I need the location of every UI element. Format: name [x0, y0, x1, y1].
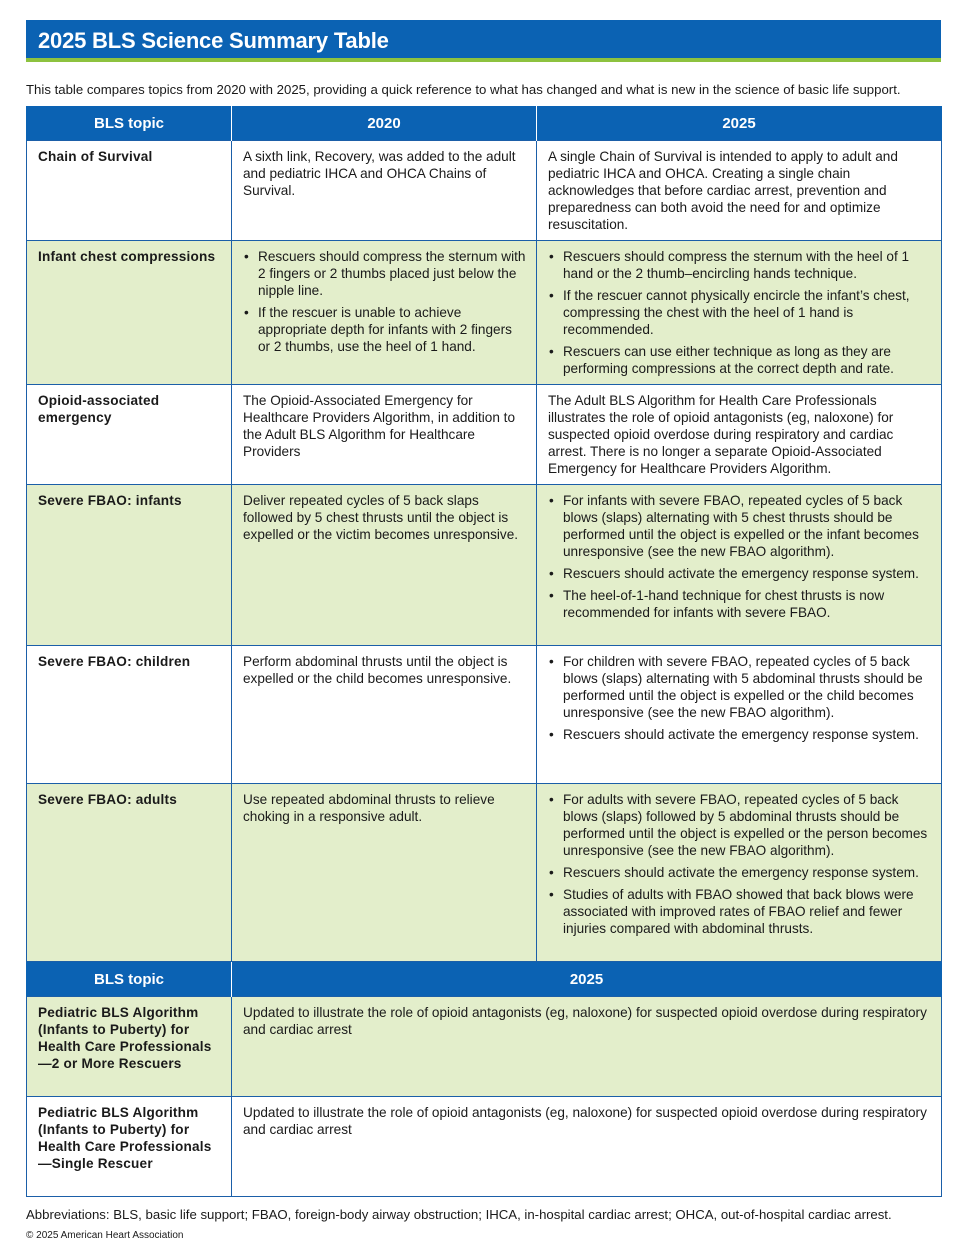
row-2025: A single Chain of Survival is intended to apply to adult and pediatric IHCA and OHCA. Creating a single chain acknowledges that before cardiac arrest, prevention and preparedness can both avoid the need for and optimize resuscitation. — [537, 141, 942, 241]
row-2025 — [537, 646, 942, 784]
list-item: • For infants with severe FBAO, repeated cycles of 5 back blows (slaps) alternating with 5 chest thrusts should be performed until the object is expelled or the infant becomes unresponsive (see the new FBAO algorithm). — [548, 492, 931, 560]
row-topic: Severe FBAO: infants — [27, 485, 232, 646]
table-row — [27, 997, 942, 1097]
table-row — [27, 385, 942, 485]
table-row — [27, 141, 942, 241]
row-topic: Severe FBAO: children — [27, 646, 232, 784]
row-2025 — [537, 241, 942, 385]
list-item: • For children with severe FBAO, repeated cycles of 5 back blows (slaps) alternating with 5 abdominal thrusts should be performed until the object is expelled or the child becomes unresponsive (see the new FBAO algorithm). — [548, 653, 931, 721]
row-topic: Infant chest compressions — [27, 241, 232, 385]
row-2025 — [537, 485, 942, 646]
row-2020: The Opioid-Associated Emergency for Healthcare Providers Algorithm, in addition to the Adult BLS Algorithm for Healthcare Providers — [232, 385, 537, 485]
table-row — [27, 646, 942, 784]
list-item: • Rescuers should activate the emergency response system. — [548, 726, 931, 743]
row-2020: Use repeated abdominal thrusts to relieve choking in a responsive adult. — [232, 784, 537, 962]
list-item: • Rescuers should activate the emergency response system. — [548, 565, 931, 582]
bullet-list — [243, 248, 526, 355]
page-title: 2025 BLS Science Summary Table — [38, 28, 389, 53]
bullet-list — [548, 653, 931, 743]
row-topic: Pediatric BLS Algorithm (Infants to Puberty) for Health Care Professionals—Single Rescuer — [27, 1097, 232, 1197]
list-item: • Rescuers should activate the emergency response system. — [548, 864, 931, 881]
intro-text: This table compares topics from 2020 with 2025, providing a quick reference to what has changed and what is new in the science of basic life support. — [26, 82, 901, 97]
summary-table — [26, 106, 942, 1197]
row-topic: Opioid-associated emergency — [27, 385, 232, 485]
list-item: • Rescuers should compress the sternum with 2 fingers or 2 thumbs placed just below the nipple line. — [243, 248, 526, 299]
row-topic: Pediatric BLS Algorithm (Infants to Puberty) for Health Care Professionals—2 or More Rescuers — [27, 997, 232, 1097]
subheader-2025: 2025 — [232, 962, 942, 997]
row-2025: Updated to illustrate the role of opioid antagonists (eg, naloxone) for suspected opioid overdose during respiratory and cardiac arrest — [232, 997, 942, 1097]
row-2020: Perform abdominal thrusts until the object is expelled or the child becomes unresponsive. — [232, 646, 537, 784]
table-subheader-row — [27, 962, 942, 997]
row-2025: Updated to illustrate the role of opioid antagonists (eg, naloxone) for suspected opioid overdose during respiratory and cardiac arrest — [232, 1097, 942, 1197]
bullet-list — [548, 248, 931, 377]
row-2020: A sixth link, Recovery, was added to the adult and pediatric IHCA and OHCA Chains of Survival. — [232, 141, 537, 241]
list-item: • Rescuers can use either technique as long as they are performing compressions at the correct depth and rate. — [548, 343, 931, 377]
row-topic: Chain of Survival — [27, 141, 232, 241]
bullet-list — [548, 791, 931, 937]
copyright-notice: © 2025 American Heart Association — [26, 1230, 184, 1241]
subheader-topic: BLS topic — [27, 962, 232, 997]
table-row — [27, 1097, 942, 1197]
row-2025: The Adult BLS Algorithm for Health Care Professionals illustrates the role of opioid antagonists (eg, naloxone) for suspected opioid overdose during respiratory and cardiac arrest. There is no longer a separate Opioid-Associated Emergency for Healthcare Providers Algorithm. — [537, 385, 942, 485]
row-2020 — [232, 241, 537, 385]
abbreviations-note: Abbreviations: BLS, basic life support; FBAO, foreign-body airway obstruction; IHCA, in-hospital cardiac arrest; OHCA, out-of-hospital cardiac arrest. — [26, 1207, 892, 1222]
list-item: • For adults with severe FBAO, repeated cycles of 5 back blows (slaps) followed by 5 abdominal thrusts should be performed until the object is expelled or the person becomes unresponsive (see the new FBAO algorithm). — [548, 791, 931, 859]
table-header-row — [27, 106, 942, 141]
row-topic: Severe FBAO: adults — [27, 784, 232, 962]
row-2020: Deliver repeated cycles of 5 back slaps followed by 5 chest thrusts until the object is expelled or the victim becomes unresponsive. — [232, 485, 537, 646]
bullet-list — [548, 492, 931, 621]
table-row — [27, 485, 942, 646]
list-item: • Studies of adults with FBAO showed that back blows were associated with improved rates of FBAO relief and fewer injuries compared with abdominal thrusts. — [548, 886, 931, 937]
header-topic: BLS topic — [27, 106, 232, 141]
header-2020: 2020 — [232, 106, 537, 141]
list-item: • Rescuers should compress the sternum with the heel of 1 hand or the 2 thumb–encircling hands technique. — [548, 248, 931, 282]
row-2025 — [537, 784, 942, 962]
header-2025: 2025 — [537, 106, 942, 141]
table-row — [27, 784, 942, 962]
table-body — [27, 141, 942, 1197]
table-row — [27, 241, 942, 385]
list-item: • If the rescuer is unable to achieve appropriate depth for infants with 2 fingers or 2 thumbs, use the heel of 1 hand. — [243, 304, 526, 355]
list-item: • If the rescuer cannot physically encircle the infant’s chest, compressing the chest with the heel of 1 hand is recommended. — [548, 287, 931, 338]
title-bar — [26, 20, 941, 62]
list-item: • The heel-of-1-hand technique for chest thrusts is now recommended for infants with severe FBAO. — [548, 587, 931, 621]
